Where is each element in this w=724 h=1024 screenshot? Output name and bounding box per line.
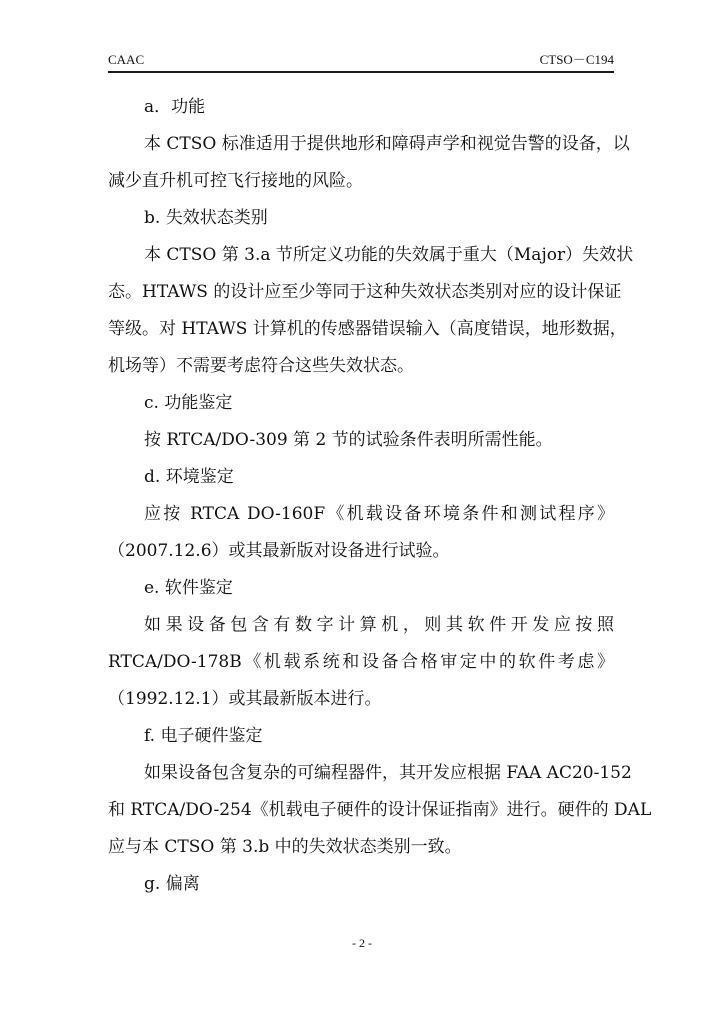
paragraph-line: 本 CTSO 标准适用于提供地形和障碍声学和视觉告警的设备，以 xyxy=(144,134,630,154)
section-heading-failure-condition: b. 失效状态类别 xyxy=(144,208,268,228)
page-header xyxy=(108,52,614,72)
section-heading-software-qualification: e. 软件鉴定 xyxy=(144,578,233,598)
page-number: - 2 - xyxy=(352,936,372,950)
paragraph-line: 如果设备包含有数字计算机，则其软件开发应按照 xyxy=(144,615,614,635)
section-heading-functional-qualification: c. 功能鉴定 xyxy=(144,393,233,413)
paragraph-line: 和 RTCA/DO-254《机载电子硬件的设计保证指南》进行。硬件的 DAL xyxy=(108,800,652,820)
paragraph-line: （1992.12.1）或其最新版本进行。 xyxy=(108,689,382,709)
header-divider xyxy=(108,71,614,73)
paragraph-line: 如果设备包含复杂的可编程器件，其开发应根据 FAA AC20-152 xyxy=(144,763,632,783)
paragraph-line: 等级。对 HTAWS 计算机的传感器错误输入（高度错误，地形数据， xyxy=(108,319,627,339)
section-heading-environmental-qualification: d. 环境鉴定 xyxy=(144,467,234,487)
paragraph-line: 减少直升机可控飞行接地的风险。 xyxy=(108,171,363,191)
paragraph-line: 态。HTAWS 的设计应至少等同于这种失效状态类别对应的设计保证 xyxy=(108,282,622,302)
paragraph-line: RTCA/DO-178B《机载系统和设备合格审定中的软件考虑》 xyxy=(108,652,614,672)
section-heading-deviation: g. 偏离 xyxy=(144,874,200,894)
paragraph-line: 机场等）不需要考虑符合这些失效状态。 xyxy=(108,356,414,376)
section-heading-function: a．功能 xyxy=(144,97,206,117)
paragraph-line: 按 RTCA/DO-309 第 2 节的试验条件表明所需性能。 xyxy=(144,430,553,450)
paragraph-line: （2007.12.6）或其最新版对设备进行试验。 xyxy=(108,541,450,561)
paragraph-line: 应与本 CTSO 第 3.b 中的失效状态类别一致。 xyxy=(108,837,462,857)
header-organization: CAAC xyxy=(108,52,145,67)
paragraph-line: 应按 RTCA DO-160F《机载设备环境条件和测试程序》 xyxy=(144,504,614,524)
header-document-id: CTSO－C194 xyxy=(539,52,614,67)
section-heading-hardware-qualification: f. 电子硬件鉴定 xyxy=(144,726,263,746)
paragraph-line: 本 CTSO 第 3.a 节所定义功能的失效属于重大（Major）失效状 xyxy=(144,245,634,265)
document-body xyxy=(108,89,652,903)
